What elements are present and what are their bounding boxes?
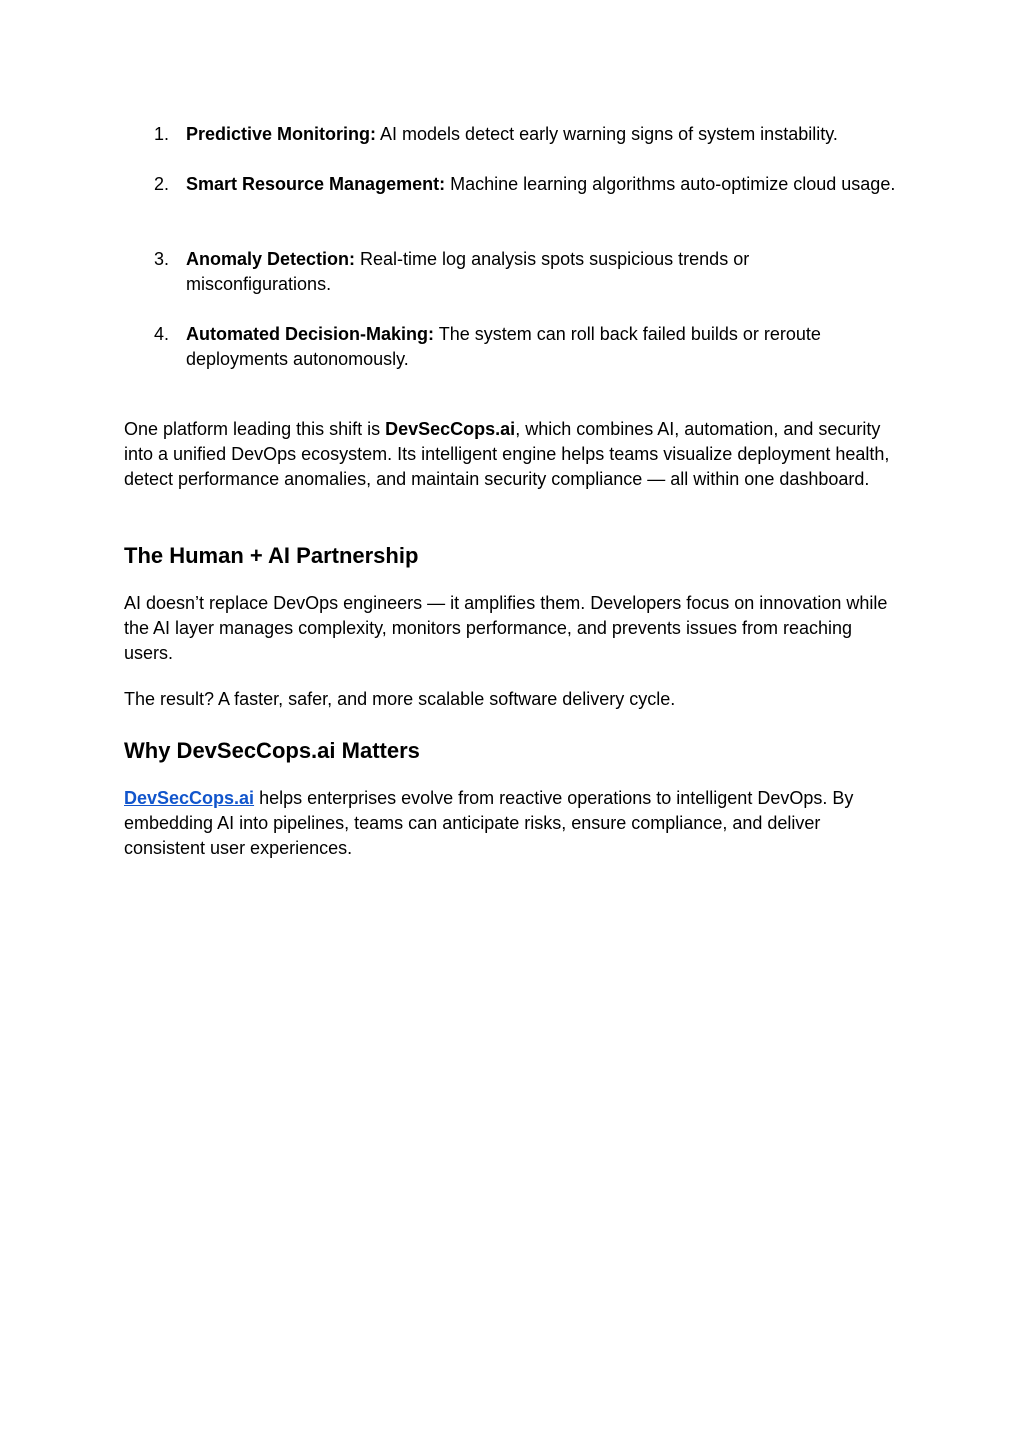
list-title: Anomaly Detection: xyxy=(186,249,356,269)
list-body: The system can roll back failed builds or reroute deployments autonomously. xyxy=(186,324,821,369)
paragraph-partnership: AI doesn’t replace DevOps engineers — it amplifies them. Developers focus on innovation while the AI layer manages complexity, monitors performance, and prevents issues from reaching users. xyxy=(124,593,888,663)
list-title: Automated Decision-Making: xyxy=(186,324,435,344)
list-text xyxy=(186,122,896,147)
list-body: AI models detect early warning signs of system instability. xyxy=(376,124,838,144)
list-title: Predictive Monitoring: xyxy=(186,124,377,144)
list-number: 3. xyxy=(154,249,170,269)
paragraph-result: The result? A faster, safer, and more scalable software delivery cycle. xyxy=(124,689,676,709)
list-text xyxy=(186,247,896,297)
text: , which combines AI, automation, and security into a unified DevOps ecosystem. Its intelligent engine helps teams visualize deployment health, detect performance anomalies, and maintain security compliance — all within one dashboard. xyxy=(124,419,890,489)
paragraph-platform xyxy=(124,417,896,492)
devseccops-link[interactable]: DevSecCops.ai xyxy=(124,788,255,808)
brand-name: DevSecCops.ai xyxy=(385,419,516,439)
text: One platform leading this shift is xyxy=(124,419,386,439)
list-number: 1. xyxy=(154,124,170,144)
list-text xyxy=(186,172,896,197)
list-body: Machine learning algorithms auto-optimize cloud usage. xyxy=(445,174,896,194)
text: helps enterprises evolve from reactive operations to intelligent DevOps. By embedding AI into pipelines, teams can anticipate risks, ensure compliance, and deliver consistent user experiences. xyxy=(124,788,854,858)
list-body: Real-time log analysis spots suspicious trends or misconfigurations. xyxy=(186,249,750,294)
section-heading: The Human + AI Partnership xyxy=(124,543,419,568)
list-text xyxy=(186,322,896,372)
section-heading: Why DevSecCops.ai Matters xyxy=(124,738,420,763)
paragraph-why xyxy=(124,786,896,861)
list-number: 2. xyxy=(154,174,170,194)
list-title: Smart Resource Management: xyxy=(186,174,446,194)
list-number: 4. xyxy=(154,324,170,344)
